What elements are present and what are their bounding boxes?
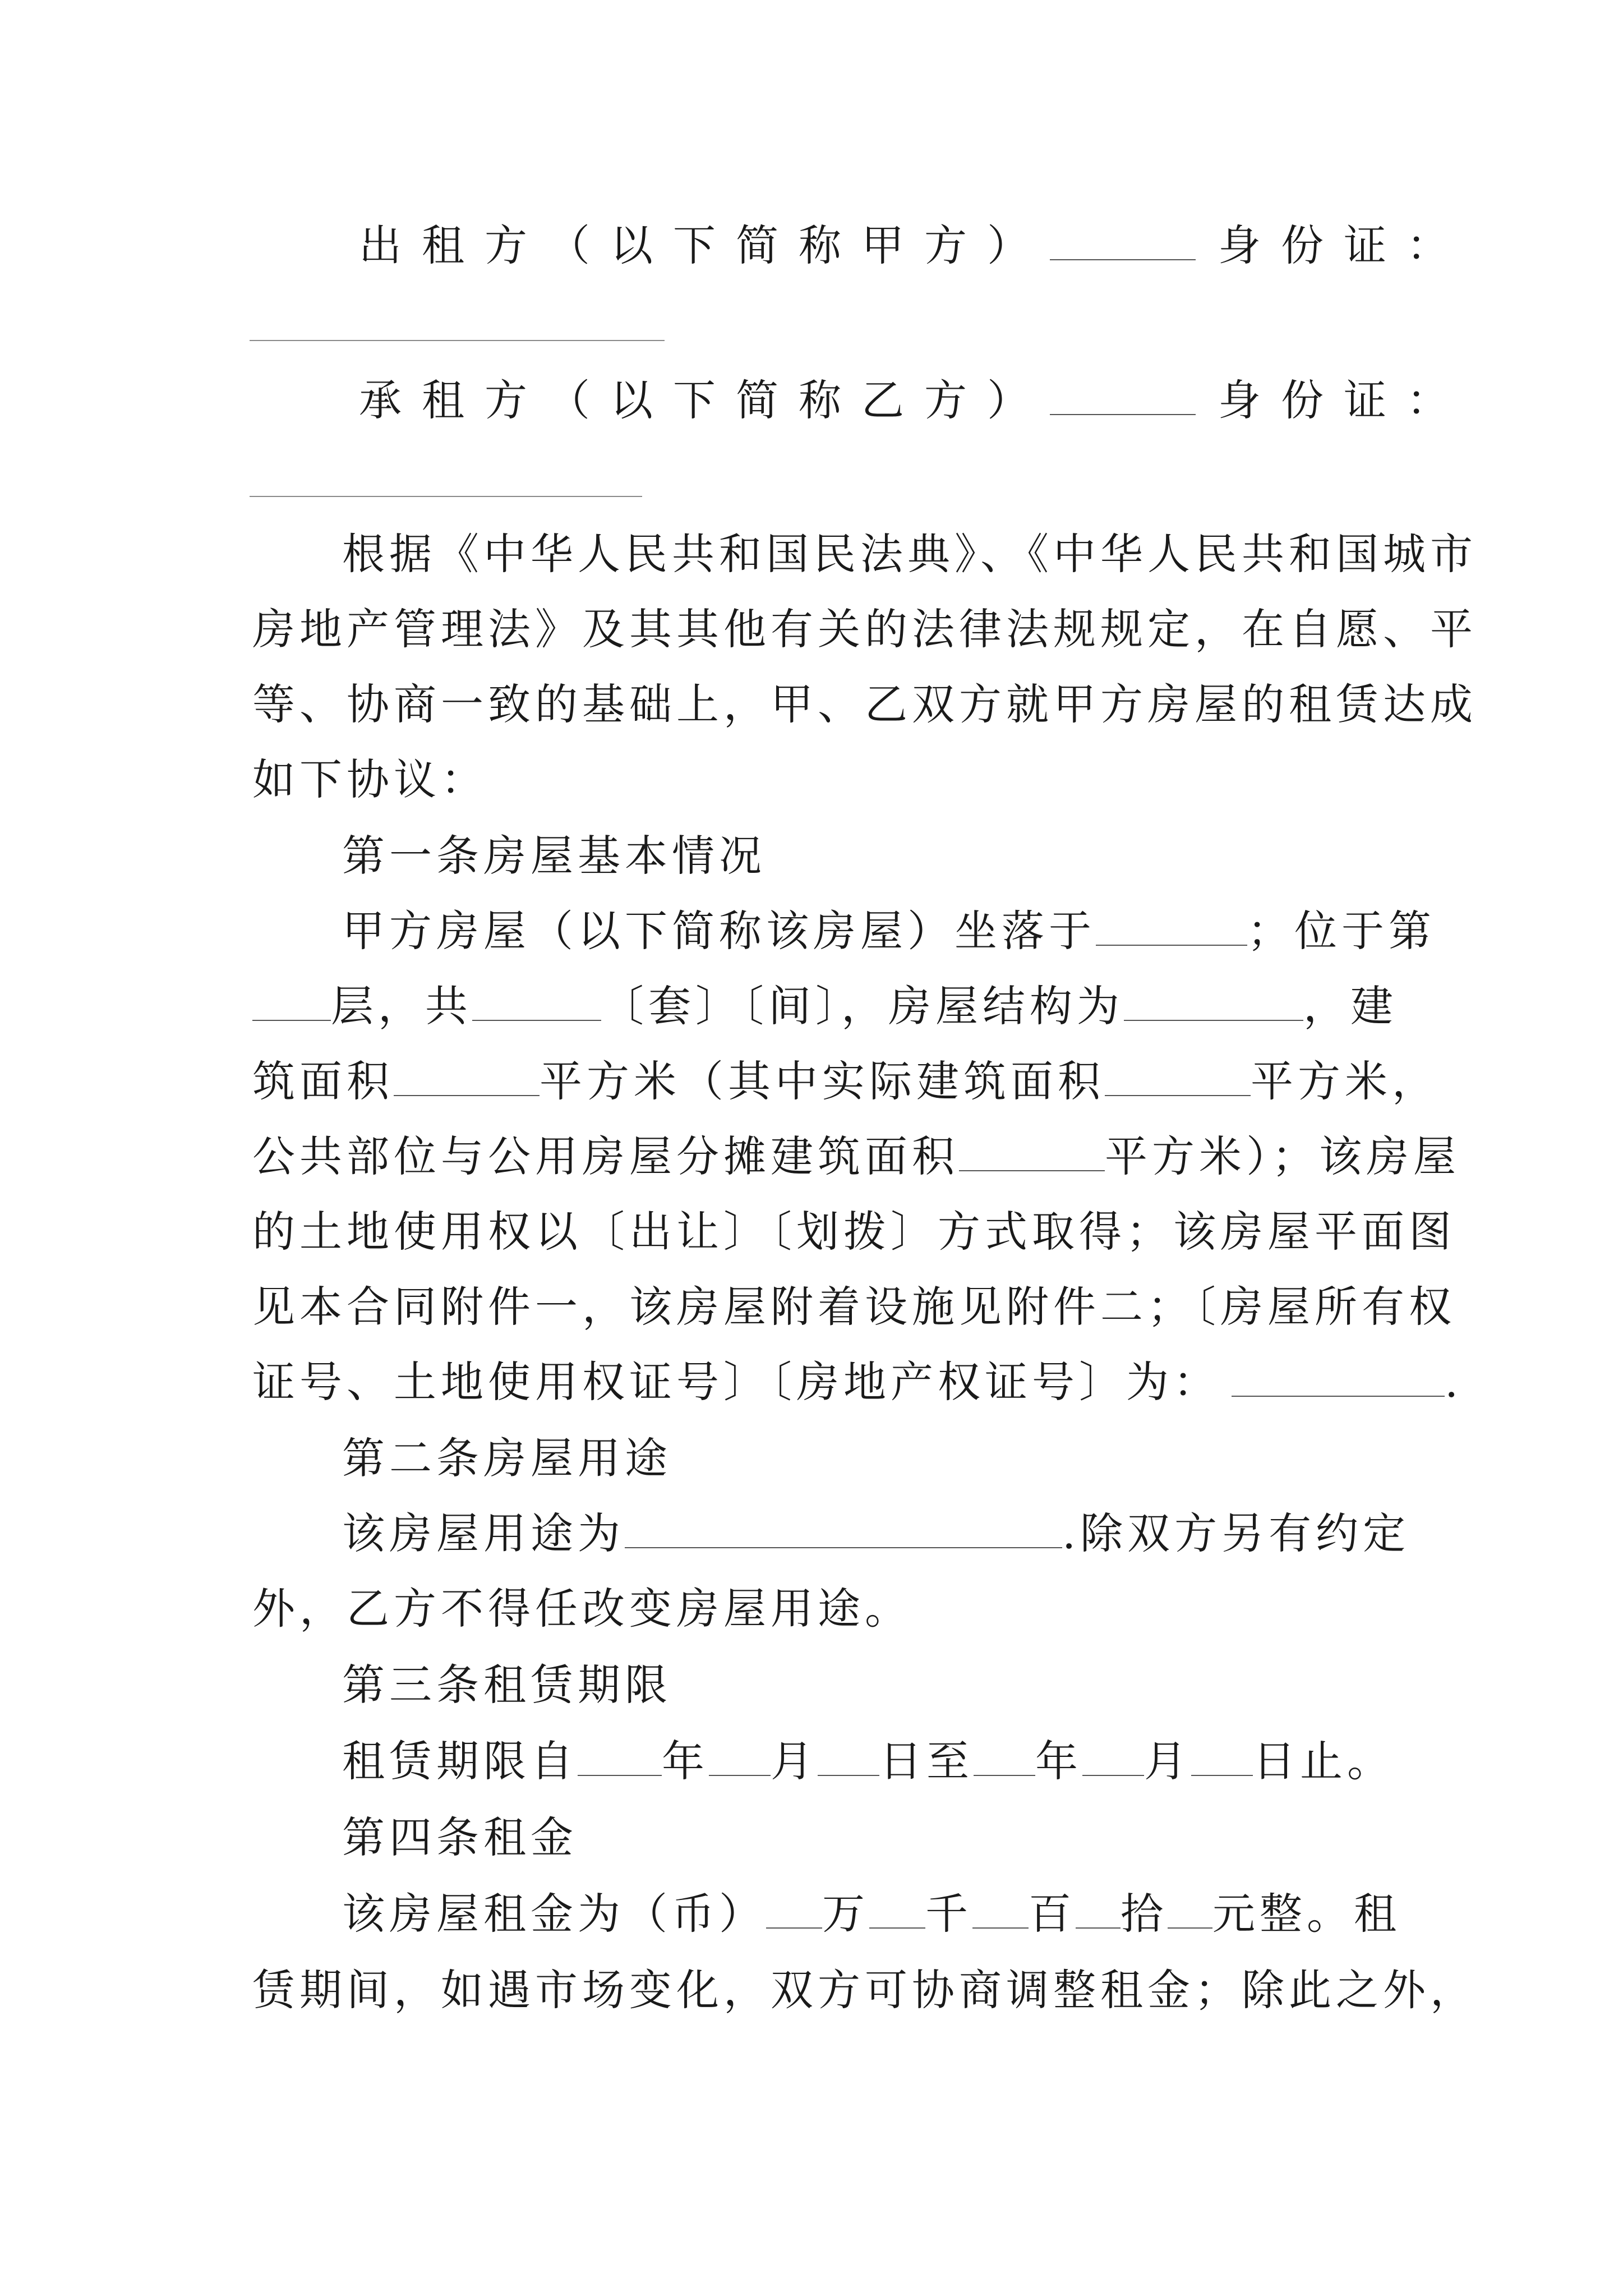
article-1-line-2: 层，共 〔套〕〔间〕，房屋结构为 ，建 — [252, 976, 1410, 1037]
article-2-title: 第二条房屋用途 — [342, 1433, 672, 1483]
rent-bai-blank — [972, 1894, 1029, 1929]
article-3-line-1: 租赁期限自 年 月 日至 年 月 日止。 — [342, 1736, 1394, 1786]
article-3-title: 第三条租赁期限 — [342, 1660, 672, 1710]
end-month-blank — [1082, 1741, 1144, 1776]
area-blank — [394, 1061, 540, 1096]
shared-area-blank — [959, 1137, 1105, 1171]
article-1-line-4: 公共部位与公用房屋分摊建筑面积 平方米）；该房屋 — [252, 1131, 1460, 1181]
party-b-name-blank — [1050, 380, 1196, 415]
intro-line-1: 根据《中华人民共和国民法典》、《中华人民共和国城市 — [342, 529, 1477, 579]
intro-line-2: 房地产管理法》及其其他有关的法律法规规定，在自愿、平 — [252, 604, 1477, 654]
party-a-label: 出租方（以下简称甲方） — [359, 220, 1050, 270]
article-1-line-1: 甲方房屋（以下简称该房屋）坐落于 ；位于第 — [342, 906, 1436, 956]
article-1-title: 第一条房屋基本情况 — [342, 831, 766, 881]
units-blank — [472, 986, 601, 1021]
start-year-blank — [578, 1741, 662, 1776]
intro-line-4: 如下协议： — [252, 754, 488, 804]
article-1-line-7: 证号、土地使用权证号〕〔房地产权证号〕为： . — [252, 1357, 1463, 1407]
article-4-line-2: 赁期间，如遇市场变化，双方可协商调整租金；除此之外， — [252, 1965, 1477, 2015]
intro-line-3: 等、协商一致的基础上，甲、乙双方就甲方房屋的租赁达成 — [252, 679, 1477, 729]
party-b-label: 承租方（以下简称乙方） — [359, 375, 1050, 425]
party-a-id-label: 身份证： — [1218, 220, 1469, 270]
certificate-no-blank — [1232, 1362, 1445, 1397]
structure-blank — [1124, 986, 1303, 1021]
party-b-line — [359, 370, 1469, 431]
article-2-line-1: 该房屋用途为 .除双方另有约定 — [342, 1508, 1410, 1558]
start-day-blank — [818, 1741, 879, 1776]
party-b-id-label: 身份证： — [1218, 375, 1469, 425]
party-a-id-rule — [250, 340, 665, 341]
floor-blank — [252, 986, 331, 1021]
article-1-line-3: 筑面积 平方米（其中实际建筑面积 平方米， — [252, 1056, 1439, 1106]
actual-area-blank — [1105, 1061, 1251, 1096]
location-blank — [1096, 911, 1247, 946]
rent-shi-blank — [1076, 1894, 1121, 1929]
party-a-name-blank — [1050, 226, 1196, 260]
party-a-line — [359, 215, 1469, 276]
usage-blank — [625, 1513, 1062, 1548]
article-1-line-5: 的土地使用权以〔出让〕〔划拨〕方式取得；该房屋平面图 — [252, 1207, 1456, 1257]
end-day-blank — [1191, 1741, 1253, 1776]
article-4-title: 第四条租金 — [342, 1812, 578, 1862]
rent-wan-blank — [766, 1894, 822, 1929]
party-b-id-rule — [250, 496, 642, 497]
end-year-blank — [974, 1741, 1035, 1776]
rent-qian-blank — [869, 1894, 925, 1929]
article-2-line-2: 外，乙方不得任改变房屋用途。 — [252, 1584, 912, 1634]
rent-yuan-blank — [1168, 1894, 1212, 1929]
article-1-line-6: 见本合同附件一，该房屋附着设施见附件二；〔房屋所有权 — [252, 1282, 1456, 1332]
article-4-line-1: 该房屋租金为（币） 万 千 百 拾 元整。租 — [342, 1889, 1401, 1939]
start-month-blank — [709, 1741, 771, 1776]
